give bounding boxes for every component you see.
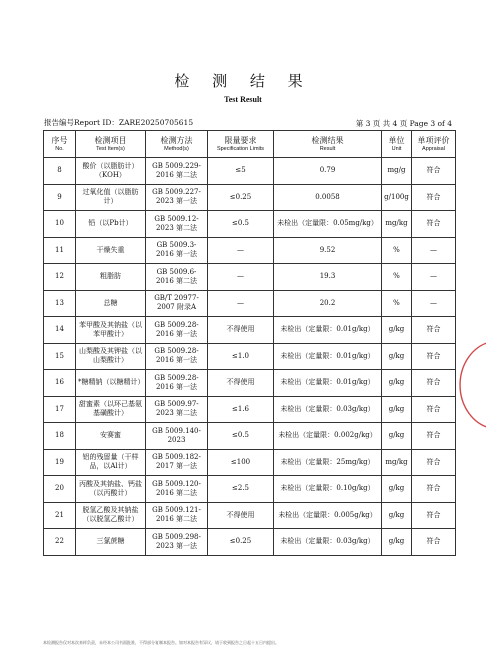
cell-no: 22 [44, 529, 76, 556]
cell-item: 甜蜜素（以环己基氨基磺酸计） [76, 396, 146, 423]
cell-appraisal: 符合 [412, 343, 456, 370]
cell-limit: 不得使用 [208, 370, 274, 397]
footer-note: 本检测报告仅对本次来样负责，未经本公司书面批准，不得部分复制本报告。如对本报告有异议，请于收到报告之日起十五日内提出。 [43, 640, 279, 645]
cell-limit: ≤0.5 [208, 423, 274, 450]
cell-limit: 不得使用 [208, 502, 274, 529]
cell-unit: g/kg [382, 476, 412, 503]
cell-method: GB 5009.121-2016 第二法 [146, 502, 208, 529]
cell-appraisal: — [412, 290, 456, 317]
report-id: 报告编号Report ID：ZARE20250705615 [44, 118, 194, 127]
cell-unit: g/100g [382, 184, 412, 211]
cell-result: 未检出（定量限：25mg/kg） [274, 449, 382, 476]
cell-item: 铝的残留量（干样品，以Al计） [76, 449, 146, 476]
cell-limit: ≤1.6 [208, 396, 274, 423]
cell-appraisal: 符合 [412, 529, 456, 556]
cell-item: 丙酸及其钠盐、钙盐（以丙酸计） [76, 476, 146, 503]
cell-item: *糖精钠（以糖精计） [76, 370, 146, 397]
cell-method: GB 5009.12-2023 第二法 [146, 211, 208, 238]
header-no: 序号 No. [44, 131, 76, 158]
table-row [44, 502, 456, 529]
cell-limit: ≤5 [208, 158, 274, 185]
table-row [44, 211, 456, 238]
cell-method: GB 5009.120-2016 第二法 [146, 476, 208, 503]
cell-method: GB 5009.227-2023 第一法 [146, 184, 208, 211]
cell-method: GB 5009.97-2023 第二法 [146, 396, 208, 423]
cell-result: 未检出（定量限：0.03g/kg） [274, 529, 382, 556]
table-row [44, 423, 456, 450]
cell-no: 14 [44, 317, 76, 344]
cell-unit: g/kg [382, 396, 412, 423]
cell-no: 18 [44, 423, 76, 450]
cell-limit: — [208, 237, 274, 264]
page-number: 第 3 页 共 4 页 Page 3 of 4 [355, 119, 452, 128]
cell-limit: ≤2.5 [208, 476, 274, 503]
cell-unit: % [382, 237, 412, 264]
cell-no: 10 [44, 211, 76, 238]
table-row [44, 449, 456, 476]
cell-unit: g/kg [382, 343, 412, 370]
cell-no: 12 [44, 264, 76, 291]
table-row [44, 396, 456, 423]
cell-no: 8 [44, 158, 76, 185]
cell-item: 安赛蜜 [76, 423, 146, 450]
cell-appraisal: 符合 [412, 184, 456, 211]
cell-unit: g/kg [382, 502, 412, 529]
table-row [44, 158, 456, 185]
cell-result: 0.0058 [274, 184, 382, 211]
header-item: 检测项目 Test Item(s) [76, 131, 146, 158]
cell-result: 20.2 [274, 290, 382, 317]
header-result: 检测结果 Result [274, 131, 382, 158]
table-row [44, 184, 456, 211]
cell-no: 16 [44, 370, 76, 397]
cell-unit: g/kg [382, 317, 412, 344]
cell-appraisal: — [412, 264, 456, 291]
stamp-arc [452, 340, 486, 430]
cell-limit: ≤100 [208, 449, 274, 476]
cell-method: GB/T 20977-2007 附录A [146, 290, 208, 317]
cell-item: 苯甲酸及其钠盐（以苯甲酸计） [76, 317, 146, 344]
cell-unit: mg/g [382, 158, 412, 185]
cell-item: 三氯蔗糖 [76, 529, 146, 556]
company-stamp [452, 340, 486, 430]
cell-result: 未检出（定量限：0.10g/kg） [274, 476, 382, 503]
cell-method: GB 5009.229-2016 第二法 [146, 158, 208, 185]
cell-method: GB 5009.28-2016 第一法 [146, 317, 208, 344]
cell-limit: ≤1.0 [208, 343, 274, 370]
cell-method: GB 5009.3-2016 第一法 [146, 237, 208, 264]
cell-appraisal: 符合 [412, 158, 456, 185]
result-table [43, 130, 456, 556]
cell-item: 山梨酸及其钾盐（以山梨酸计） [76, 343, 146, 370]
cell-appraisal: 符合 [412, 370, 456, 397]
cell-no: 20 [44, 476, 76, 503]
cell-appraisal: — [412, 237, 456, 264]
header-appraisal: 单项评价 Appraisal [412, 131, 456, 158]
cell-limit: 不得使用 [208, 317, 274, 344]
cell-no: 21 [44, 502, 76, 529]
cell-result: 19.3 [274, 264, 382, 291]
cell-item: 干燥失重 [76, 237, 146, 264]
cell-unit: g/kg [382, 423, 412, 450]
table-row [44, 343, 456, 370]
cell-appraisal: 符合 [412, 449, 456, 476]
cell-result: 未检出（定量限：0.01g/kg） [274, 317, 382, 344]
table-row [44, 317, 456, 344]
page-title-en: Test Result [224, 95, 262, 104]
table-body [44, 158, 456, 556]
cell-result: 未检出（定量限：0.01g/kg） [274, 343, 382, 370]
cell-item: 总糖 [76, 290, 146, 317]
cell-method: GB 5009.298-2023 第一法 [146, 529, 208, 556]
cell-item: 脱氢乙酸及其钠盐（以脱氢乙酸计） [76, 502, 146, 529]
header-limit: 限量要求 Specification Limits [208, 131, 274, 158]
table-row [44, 237, 456, 264]
cell-appraisal: 符合 [412, 502, 456, 529]
cell-unit: mg/kg [382, 449, 412, 476]
cell-method: GB 5009.28-2016 第一法 [146, 343, 208, 370]
cell-appraisal: 符合 [412, 317, 456, 344]
cell-appraisal: 符合 [412, 423, 456, 450]
cell-unit: mg/kg [382, 211, 412, 238]
cell-unit: % [382, 290, 412, 317]
cell-no: 17 [44, 396, 76, 423]
cell-item: 粗脂肪 [76, 264, 146, 291]
cell-item: 酸价（以脂肪计）（KOH） [76, 158, 146, 185]
cell-item: 铅（以Pb计） [76, 211, 146, 238]
cell-result: 未检出（定量限：0.05mg/kg） [274, 211, 382, 238]
cell-limit: ≤0.25 [208, 184, 274, 211]
cell-limit: ≤0.25 [208, 529, 274, 556]
cell-appraisal: 符合 [412, 476, 456, 503]
table-header-row [44, 131, 456, 158]
cell-limit: — [208, 290, 274, 317]
cell-appraisal: 符合 [412, 211, 456, 238]
cell-appraisal: 符合 [412, 396, 456, 423]
page-title-cn: 检 测 结 果 [174, 72, 312, 90]
table-row [44, 370, 456, 397]
cell-item: 过氧化值（以脂肪计） [76, 184, 146, 211]
cell-unit: % [382, 264, 412, 291]
table-row [44, 529, 456, 556]
cell-result: 0.79 [274, 158, 382, 185]
cell-method: GB 5009.28-2016 第一法 [146, 370, 208, 397]
header-method: 检测方法 Method(s) [146, 131, 208, 158]
cell-no: 9 [44, 184, 76, 211]
cell-result: 9.52 [274, 237, 382, 264]
header-unit: 单位 Unit [382, 131, 412, 158]
table-row [44, 290, 456, 317]
cell-unit: g/kg [382, 370, 412, 397]
table-row [44, 264, 456, 291]
cell-unit: g/kg [382, 529, 412, 556]
cell-result: 未检出（定量限：0.002g/kg） [274, 423, 382, 450]
cell-method: GB 5009.6-2016 第二法 [146, 264, 208, 291]
cell-result: 未检出（定量限：0.005g/kg） [274, 502, 382, 529]
table-row [44, 476, 456, 503]
cell-method: GB 5009.140-2023 [146, 423, 208, 450]
cell-no: 11 [44, 237, 76, 264]
cell-limit: — [208, 264, 274, 291]
cell-no: 13 [44, 290, 76, 317]
cell-no: 15 [44, 343, 76, 370]
cell-no: 19 [44, 449, 76, 476]
cell-limit: ≤0.5 [208, 211, 274, 238]
cell-result: 未检出（定量限：0.03g/kg） [274, 396, 382, 423]
cell-method: GB 5009.182-2017 第一法 [146, 449, 208, 476]
cell-result: 未检出（定量限：0.01g/kg） [274, 370, 382, 397]
